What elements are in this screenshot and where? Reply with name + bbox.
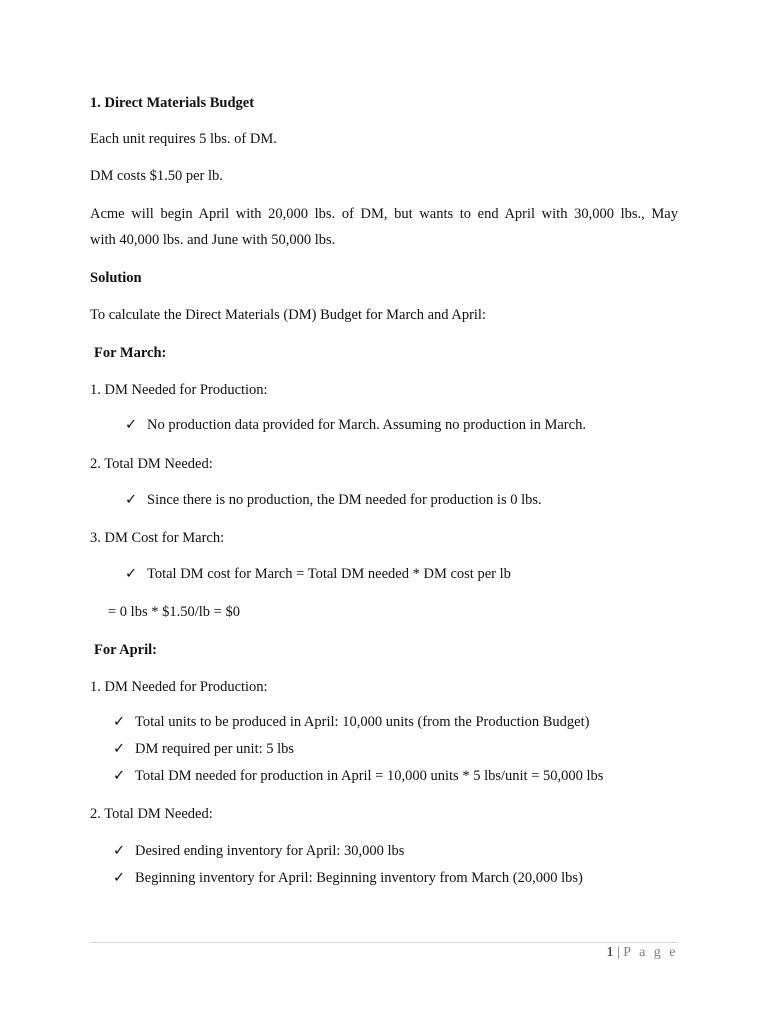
march-result: = 0 lbs * $1.50/lb = $0 bbox=[108, 604, 240, 620]
bullet-text: No production data provided for March. Assuming no production in March. bbox=[147, 417, 586, 433]
april-step1-bullet bbox=[113, 713, 589, 731]
bullet-text: Total units to be produced in April: 10,000 units (from the Production Budget) bbox=[135, 714, 590, 730]
footer-divider bbox=[90, 942, 678, 943]
checkmark-icon: ✓ bbox=[113, 870, 126, 886]
page-footer bbox=[606, 944, 678, 962]
bullet-text: Since there is no production, the DM needed for production is 0 lbs. bbox=[147, 492, 542, 508]
page-number: 1 bbox=[606, 945, 614, 960]
checkmark-icon: ✓ bbox=[113, 741, 126, 757]
april-step1: 1. DM Needed for Production: bbox=[90, 679, 268, 695]
bullet-text: Beginning inventory for April: Beginning inventory from March (20,000 lbs) bbox=[135, 870, 583, 886]
checkmark-icon: ✓ bbox=[125, 492, 138, 508]
march-step1-bullet bbox=[125, 416, 586, 434]
bullet-text: Total DM cost for March = Total DM needed * DM cost per lb bbox=[147, 566, 511, 582]
footer-separator: | bbox=[616, 945, 620, 960]
march-step2: 2. Total DM Needed: bbox=[90, 456, 213, 472]
bullet-text: Total DM needed for production in April = 10,000 units * 5 lbs/unit = 50,000 lbs bbox=[135, 768, 604, 784]
checkmark-icon: ✓ bbox=[113, 714, 126, 730]
march-step3-bullet bbox=[125, 565, 511, 583]
section-heading: 1. Direct Materials Budget bbox=[90, 95, 255, 111]
april-step2: 2. Total DM Needed: bbox=[90, 806, 213, 822]
checkmark-icon: ✓ bbox=[125, 417, 138, 433]
march-step2-bullet bbox=[125, 491, 542, 509]
march-step1: 1. DM Needed for Production: bbox=[90, 382, 268, 398]
bullet-text: DM required per unit: 5 lbs bbox=[135, 741, 295, 757]
march-step3: 3. DM Cost for March: bbox=[90, 530, 225, 546]
april-step1-bullet bbox=[113, 767, 603, 785]
april-step2-bullet bbox=[113, 842, 404, 860]
checkmark-icon: ✓ bbox=[113, 843, 126, 859]
solution-intro: To calculate the Direct Materials (DM) Budget for March and April: bbox=[90, 307, 486, 323]
given-inventory-line1: Acme will begin April with 20,000 lbs. of DM, but wants to end April with 30,000 lbs., May bbox=[90, 206, 678, 222]
bullet-text: Desired ending inventory for April: 30,000 lbs bbox=[135, 843, 405, 859]
given-inventory-line2: with 40,000 lbs. and June with 50,000 lbs. bbox=[90, 232, 336, 248]
given-cost: DM costs $1.50 per lb. bbox=[90, 168, 223, 184]
given-units: Each unit requires 5 lbs. of DM. bbox=[90, 131, 277, 147]
solution-label: Solution bbox=[90, 270, 142, 286]
march-title: For March: bbox=[94, 345, 167, 361]
april-step2-bullet bbox=[113, 869, 583, 887]
april-step1-bullet bbox=[113, 740, 294, 758]
checkmark-icon: ✓ bbox=[125, 566, 138, 582]
page-label: P a g e bbox=[623, 945, 678, 960]
april-title: For April: bbox=[94, 642, 157, 658]
checkmark-icon: ✓ bbox=[113, 768, 126, 784]
